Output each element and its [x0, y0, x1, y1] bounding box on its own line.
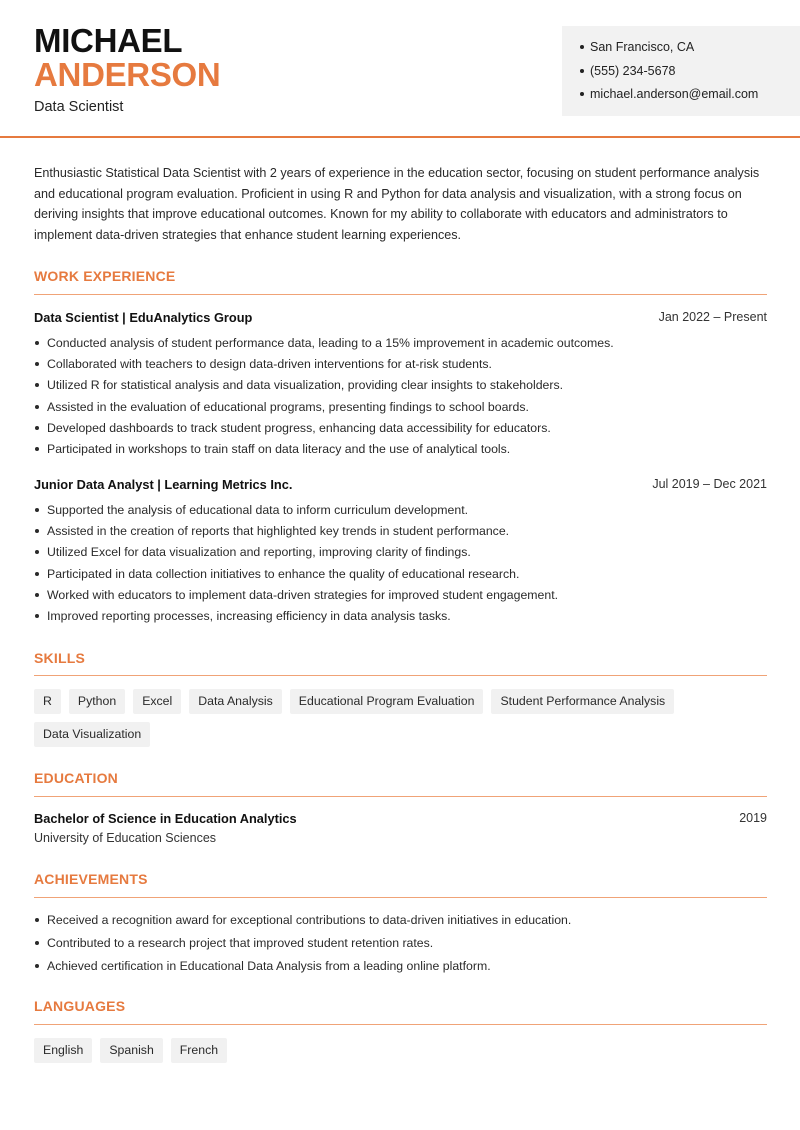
list-item: Developed dashboards to track student progress, enhancing data accessibility for educators. [34, 418, 767, 439]
skill-tag: Educational Program Evaluation [290, 689, 484, 714]
contact-location: San Francisco, CA [580, 36, 800, 60]
list-item: Participated in workshops to train staff on data literacy and the use of analytical tools. [34, 439, 767, 460]
job-title: Data Scientist [34, 99, 124, 115]
first-name: MICHAEL [34, 22, 183, 59]
list-item: Contributed to a research project that improved student retention rates. [34, 933, 767, 956]
list-item: Improved reporting processes, increasing efficiency in data analysis tasks. [34, 606, 767, 627]
skill-tag: Data Visualization [34, 722, 150, 747]
skill-tag: Data Analysis [189, 689, 282, 714]
education-heading: EDUCATION [34, 770, 118, 786]
section-divider [34, 294, 767, 295]
job-role: Junior Data Analyst | Learning Metrics Inc. [34, 477, 293, 492]
job-role: Data Scientist | EduAnalytics Group [34, 310, 253, 325]
job-bullets [34, 333, 767, 460]
language-tag: French [171, 1038, 227, 1063]
section-divider [34, 897, 767, 898]
summary-paragraph: Enthusiastic Statistical Data Scientist with 2 years of experience in the education sector, focusing on student performance analysis and educational program evaluation. Proficient in using R and Python for data analysis and visualization, with a strong focus on deriving insights that improve educational outcomes. Known for my ability to collaborate with educators and administrators to implement data-driven strategies that enhance student learning experiences. [34, 166, 760, 243]
education-degree: Bachelor of Science in Education Analytics [34, 811, 297, 826]
list-item: Assisted in the creation of reports that highlighted key trends in student performance. [34, 521, 767, 542]
resume-header [0, 0, 800, 138]
contact-email[interactable]: michael.anderson@email.com [580, 83, 800, 107]
list-item: Worked with educators to implement data-driven strategies for improved student engagement. [34, 585, 767, 606]
list-item: Conducted analysis of student performance data, leading to a 15% improvement in academic outcomes. [34, 333, 767, 354]
education-year: 2019 [739, 811, 767, 825]
list-item: Supported the analysis of educational data to inform curriculum development. [34, 500, 767, 521]
achievements-heading: ACHIEVEMENTS [34, 871, 148, 887]
list-item: Utilized Excel for data visualization and reporting, improving clarity of findings. [34, 542, 767, 563]
language-tag: English [34, 1038, 92, 1063]
list-item: Utilized R for statistical analysis and data visualization, providing clear insights to stakeholders. [34, 375, 767, 396]
section-divider [34, 796, 767, 797]
language-tag: Spanish [100, 1038, 162, 1063]
list-item: Participated in data collection initiatives to enhance the quality of educational research. [34, 564, 767, 585]
skill-tag: Student Performance Analysis [491, 689, 674, 714]
skills-tags [34, 689, 774, 747]
job-dates: Jan 2022 – Present [658, 310, 767, 324]
contact-phone: (555) 234-5678 [580, 60, 800, 84]
work-experience-heading: WORK EXPERIENCE [34, 268, 176, 284]
job-header [34, 477, 767, 492]
languages-heading: LANGUAGES [34, 998, 126, 1014]
list-item: Assisted in the evaluation of educational programs, presenting findings to school boards. [34, 397, 767, 418]
section-divider [34, 1024, 767, 1025]
job-dates: Jul 2019 – Dec 2021 [652, 477, 767, 491]
contact-box [562, 26, 800, 116]
job-header [34, 310, 767, 325]
skill-tag: Python [69, 689, 125, 714]
languages-tags [34, 1038, 774, 1063]
achievements-list [34, 910, 767, 979]
job-bullets [34, 500, 767, 627]
list-item: Collaborated with teachers to design data-driven interventions for at-risk students. [34, 354, 767, 375]
section-divider [34, 675, 767, 676]
skill-tag: R [34, 689, 61, 714]
list-item: Received a recognition award for exceptional contributions to data-driven initiatives in education. [34, 910, 767, 933]
skills-heading: SKILLS [34, 650, 85, 666]
list-item: Achieved certification in Educational Data Analysis from a leading online platform. [34, 956, 767, 979]
last-name: ANDERSON [34, 56, 221, 93]
education-school: University of Education Sciences [34, 831, 217, 845]
skill-tag: Excel [133, 689, 181, 714]
